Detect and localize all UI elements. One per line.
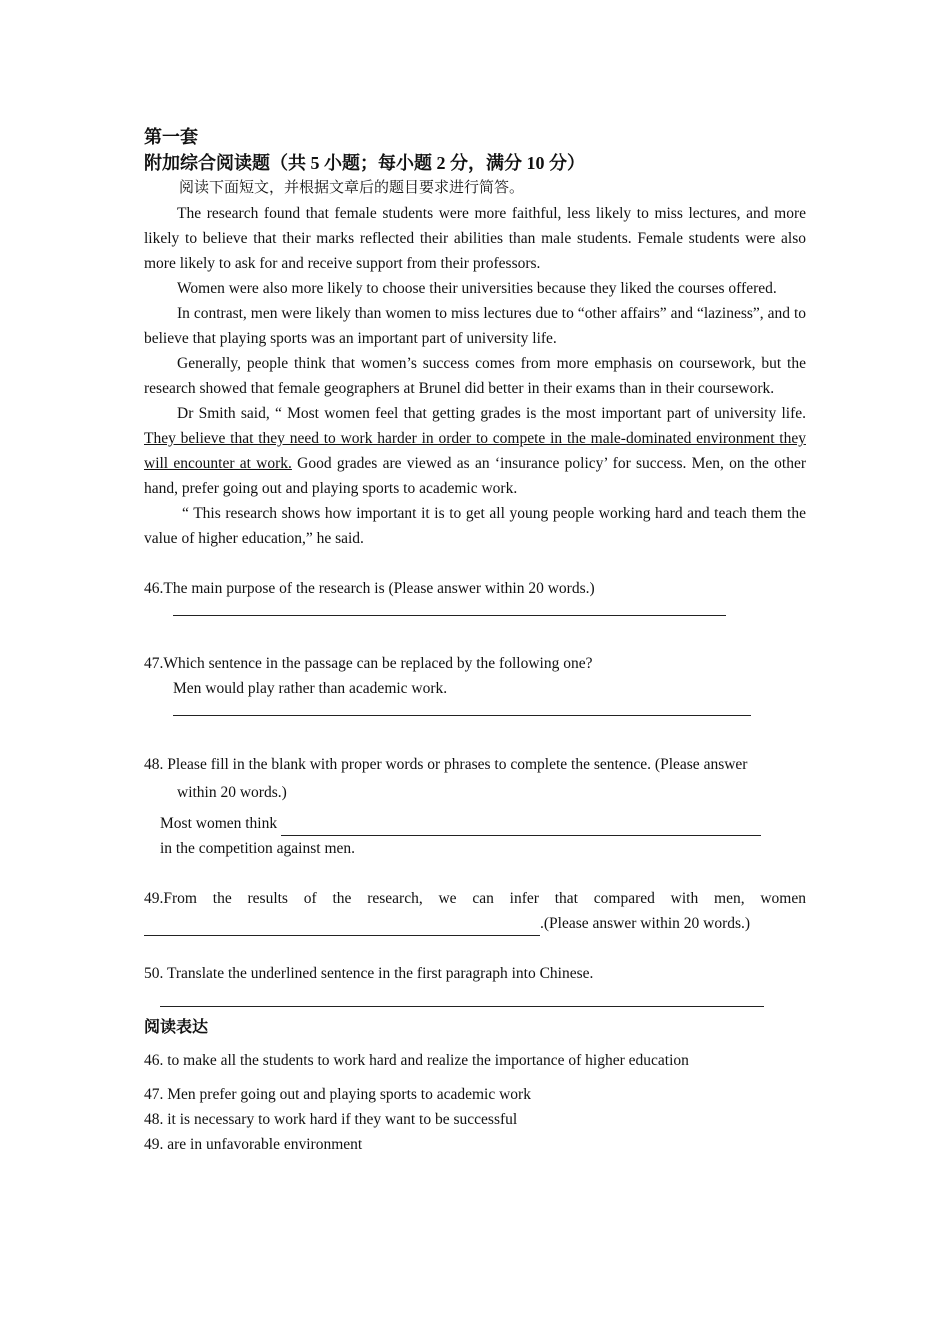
passage-paragraph-3: In contrast, men were likely than women to miss lectures due to “other affairs” and “laziness”, and to believe that playing sports was an important part of university life. [144,305,806,347]
p5-end: Good grades are viewed as an ‘insurance policy’ for success. Men, on the other hand, prefer going out and playing sports to academic work. [144,455,806,497]
answers-title: 阅读表达 [144,1019,209,1036]
p5-start: Dr Smith said, “ Most women feel that getting grades is the most important part of university life. [177,405,806,422]
question-49-line2 [144,911,806,936]
answer-48: 48. it is necessary to work hard if they want to be successful [144,1111,518,1128]
question-48-tail: in the competition against men. [160,840,355,857]
answer-blank-50[interactable] [160,992,764,1007]
answer-46: 46. to make all the students to work hard and realize the importance of higher education [144,1052,689,1069]
passage-paragraph-6: “ This research shows how important it is to get all young people working hard and teach them the value of higher education,” he said. [144,505,806,547]
passage-paragraph-4: Generally, people think that women’s success comes from more emphasis on coursework, but the research showed that female geographers at Brunel did better in their exams than in their coursework. [144,355,806,397]
answer-47: 47. Men prefer going out and playing sports to academic work [144,1086,531,1103]
passage-paragraph-5 [144,401,806,501]
passage-paragraph-1: The research found that female students were more faithful, less likely to miss lectures, and more likely to believe that their marks reflected their abilities than male students. Female students were also more likely to ask for and receive support from their professors. [144,205,806,272]
instruction: 阅读下面短文，并根据文章后的题目要求进行简答。 [179,180,525,196]
underlined-sentence: They believe that they need to work harder in order to compete in the male-dominated environment they will encounter at work. [144,430,806,472]
question-47: 47.Which sentence in the passage can be replaced by the following one? [144,655,593,672]
section-title: 附加综合阅读题（共 5 小题；每小题 2 分，满分 10 分） [144,153,585,173]
question-47-sentence: Men would play rather than academic work. [173,680,448,697]
answer-blank-48[interactable] [281,817,761,836]
answer-49: 49. are in unfavorable environment [144,1136,363,1153]
answer-blank-49[interactable] [144,917,540,936]
q49-tail: .(Please answer within 20 words.) [540,915,751,932]
question-46: 46.The main purpose of the research is (Please answer within 20 words.) [144,580,595,597]
set-title: 第一套 [144,127,198,147]
question-48-stem [160,811,806,836]
question-50: 50. Translate the underlined sentence in the first paragraph into Chinese. [144,965,594,982]
passage-paragraph-2: Women were also more likely to choose their universities because they liked the courses offered. [177,280,777,297]
question-48: 48. Please fill in the blank with proper words or phrases to complete the sentence. (Please answer [144,756,748,773]
question-49: 49.From the results of the research, we can infer that compared with men, women [144,890,806,907]
answer-blank-47[interactable] [173,701,751,716]
q48-lead: Most women think [160,815,278,832]
answer-blank-46[interactable] [173,601,726,616]
question-48-cont: within 20 words.) [177,784,287,801]
document-page [144,124,806,1157]
